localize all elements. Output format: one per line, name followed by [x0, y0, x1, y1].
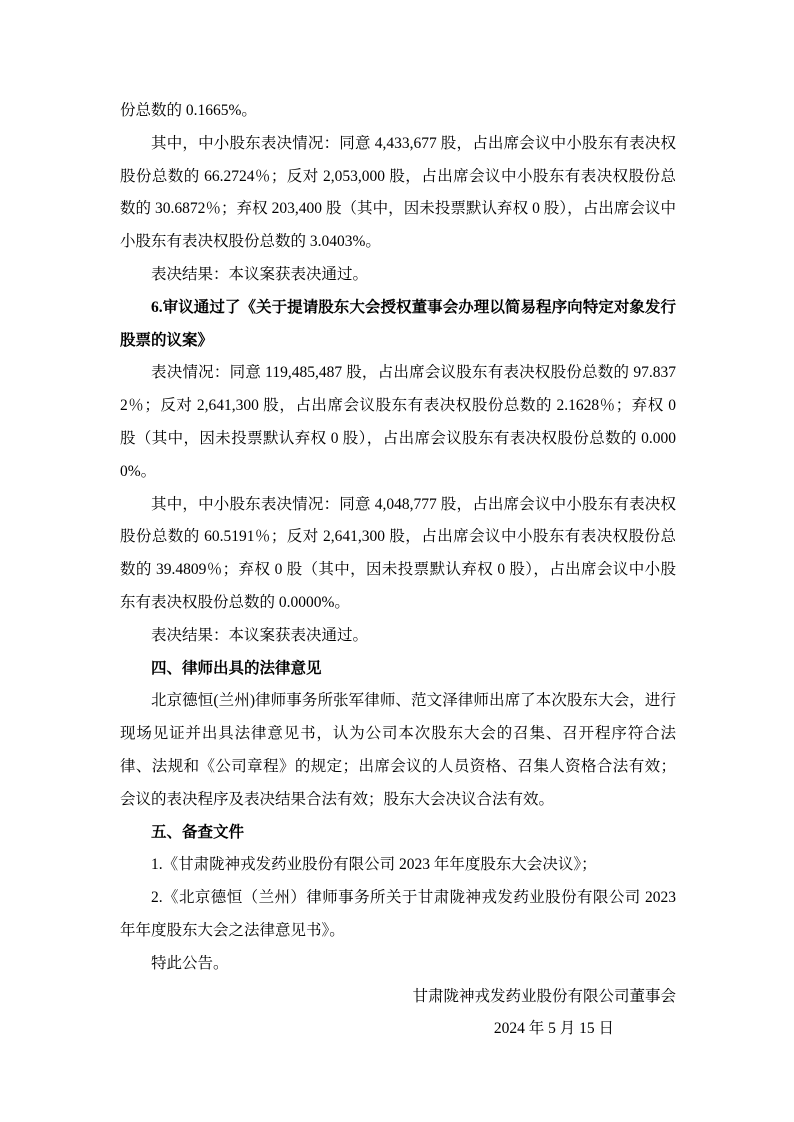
paragraph-reference-document-2: 2.《北京德恒（兰州）律师事务所关于甘肃陇神戎发药业股份有限公司 2023 年年度股东大会之法律意见书》。 — [120, 889, 676, 939]
paragraph-vote-result-item6: 表决情况：同意 119,485,487 股，占出席会议股东有表决权股份总数的 97.8372％；反对 2,641,300 股，占出席会议股东有表决权股份总数的 2.1628％；弃权 0 股（其中，因未投票默认弃权 0 股），占出席会议股东有表决权股份总数的 0.0000%。 — [120, 364, 676, 480]
heading-section5-reference-documents: 五、备查文件 — [151, 823, 245, 841]
paragraph-vote-outcome-item5: 表决结果：本议案获表决通过。 — [151, 265, 369, 283]
paragraph-continued-vote-percentage: 份总数的 0.1665%。 — [120, 102, 257, 119]
paragraph-minority-vote-result-item6: 其中，中小股东表决情况：同意 4,048,777 股，占出席会议中小股东有表决权股份总数的 60.5191％；反对 2,641,300 股，占出席会议中小股东有表决权股份总数的 39.4809％；弃权 0 股（其中，因未投票默认弃权 0 股），占出席会议中小股东有表决权股份总数的 0.0000%。 — [120, 495, 676, 611]
paragraph-minority-vote-result-item5: 其中，中小股东表决情况：同意 4,433,677 股，占出席会议中小股东有表决权股份总数的 66.2724％；反对 2,053,000 股，占出席会议中小股东有表决权股份总数的 30.6872％；弃权 203,400 股（其中，因未投票默认弃权 0 股），占出席会议中小股东有表决权股份总数的 3.0403%。 — [120, 134, 676, 251]
paragraph-announcement-closing: 特此公告。 — [151, 954, 229, 972]
paragraph-vote-outcome-item6: 表决结果：本议案获表决通过。 — [151, 626, 369, 644]
paragraph-legal-opinion-content: 北京德恒(兰州)律师事务所张军律师、范文泽律师出席了本次股东大会，进行现场见证并出具法律意见书，认为公司本次股东大会的召集、召开程序符合法律、法规和《公司章程》的规定；出席会议的人员资格、召集人资格合法有效；会议的表决程序及表决结果合法有效；股东大会决议合法有效。 — [120, 692, 676, 808]
signature-board-of-directors: 甘肃陇神戎发药业股份有限公司董事会 — [412, 987, 676, 1005]
document-body — [120, 95, 676, 1046]
heading-item6-resolution: 6.审议通过了《关于提请股东大会授权董事会办理以简易程序向特定对象发行股票的议案》 — [120, 298, 676, 349]
announcement-date: 2024 年 5 月 15 日 — [493, 1020, 614, 1038]
paragraph-reference-document-1: 1.《甘肃陇神戎发药业股份有限公司 2023 年年度股东大会决议》； — [151, 856, 597, 874]
heading-section4-legal-opinion: 四、律师出具的法律意见 — [151, 659, 322, 677]
